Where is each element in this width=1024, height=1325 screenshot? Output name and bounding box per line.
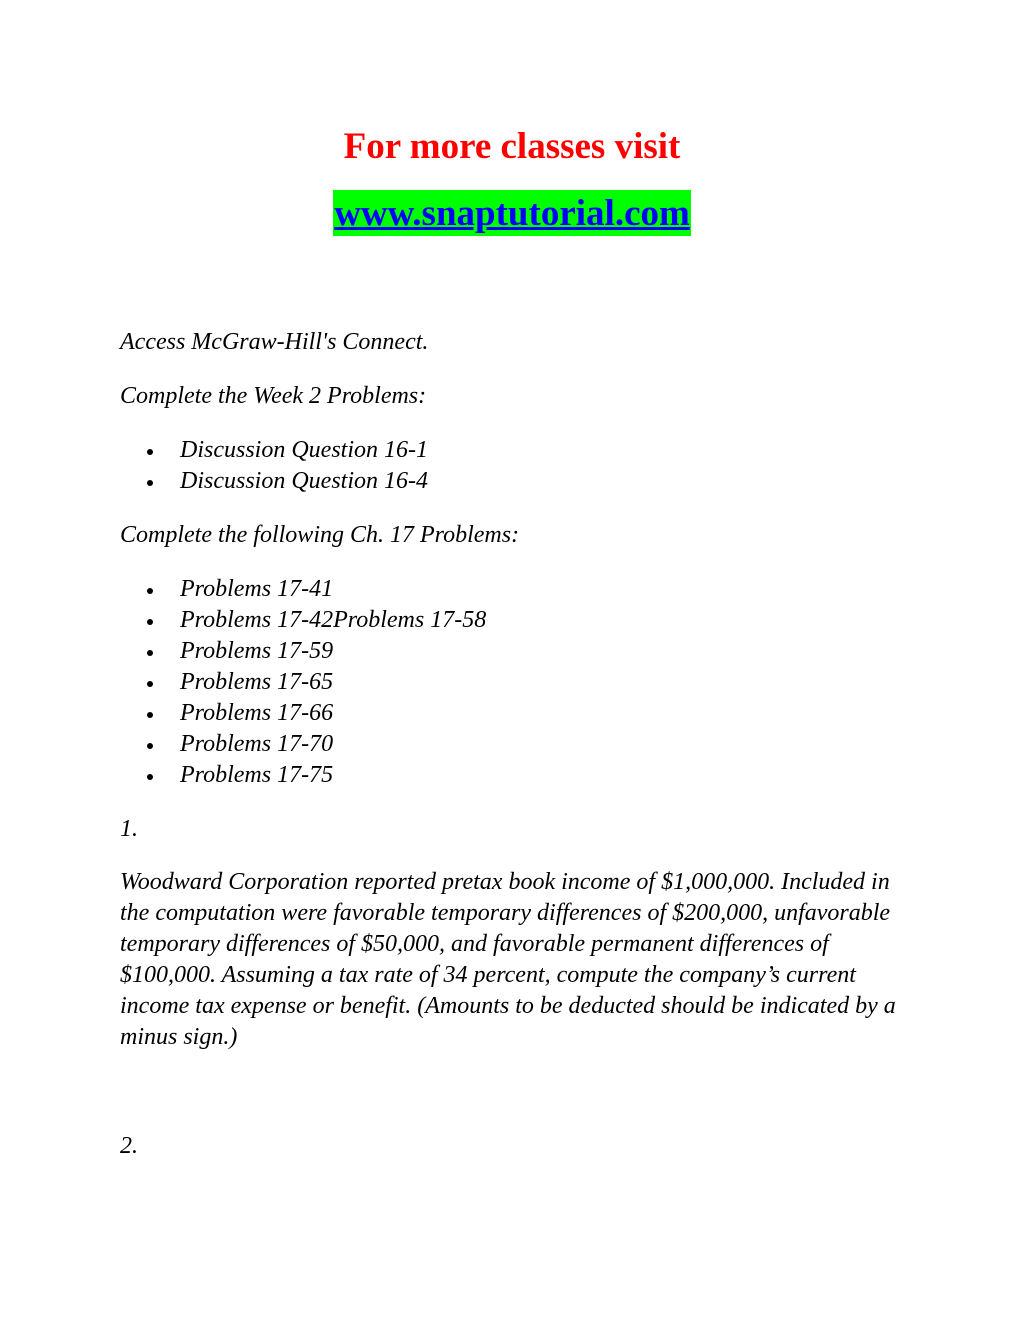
- list-item: [120, 574, 486, 605]
- chapter-problems-list: [120, 574, 486, 791]
- bullet-icon: [147, 774, 153, 780]
- bullet-icon: [147, 681, 153, 687]
- list-item: [120, 605, 486, 636]
- list-item-label: Problems 17-65: [180, 669, 334, 695]
- list-item-label: Discussion Question 16-1: [180, 437, 428, 463]
- list-item-label: Problems 17-41: [180, 576, 334, 602]
- bullet-icon: [147, 588, 153, 594]
- week-problems-list: [120, 435, 428, 497]
- list-item: [120, 729, 486, 760]
- bullet-icon: [147, 619, 153, 625]
- snaptutorial-link[interactable]: www.snaptutorial.com: [333, 190, 691, 236]
- list-item: [120, 760, 486, 791]
- problem-2-number: 2.: [120, 1133, 138, 1159]
- list-item: [120, 698, 486, 729]
- bullet-icon: [147, 743, 153, 749]
- chapter-heading: Complete the following Ch. 17 Problems:: [120, 522, 520, 548]
- list-item-label: Discussion Question 16-4: [180, 468, 428, 494]
- list-item: [120, 435, 428, 466]
- week-heading: Complete the Week 2 Problems:: [120, 383, 427, 409]
- list-item-label: Problems 17-70: [180, 731, 334, 757]
- problem-1-number: 1.: [120, 816, 138, 842]
- list-item-label: Problems 17-75: [180, 762, 334, 788]
- list-item: [120, 636, 486, 667]
- bullet-icon: [147, 449, 153, 455]
- list-item: [120, 466, 428, 497]
- list-item-label: Problems 17-59: [180, 638, 334, 664]
- intro-text: Access McGraw-Hill's Connect.: [120, 329, 429, 355]
- promo-link-container: [0, 190, 1024, 236]
- bullet-icon: [147, 480, 153, 486]
- promo-title: For more classes visit: [343, 126, 681, 167]
- bullet-icon: [147, 650, 153, 656]
- list-item-label: Problems 17-66: [180, 700, 334, 726]
- problem-1-text: Woodward Corporation reported pretax book income of $1,000,000. Included in the computation were favorable temporary differences of $200,000, unfavorable temporary differences of $50,000, and favorable permanent differences of $100,000. Assuming a tax rate of 34 percent, compute the company’s current income tax expense or benefit. (Amounts to be deducted should be indicated by a minus sign.): [120, 869, 896, 1050]
- list-item-label: Problems 17-42Problems 17-58: [180, 607, 487, 633]
- list-item: [120, 667, 486, 698]
- bullet-icon: [147, 712, 153, 718]
